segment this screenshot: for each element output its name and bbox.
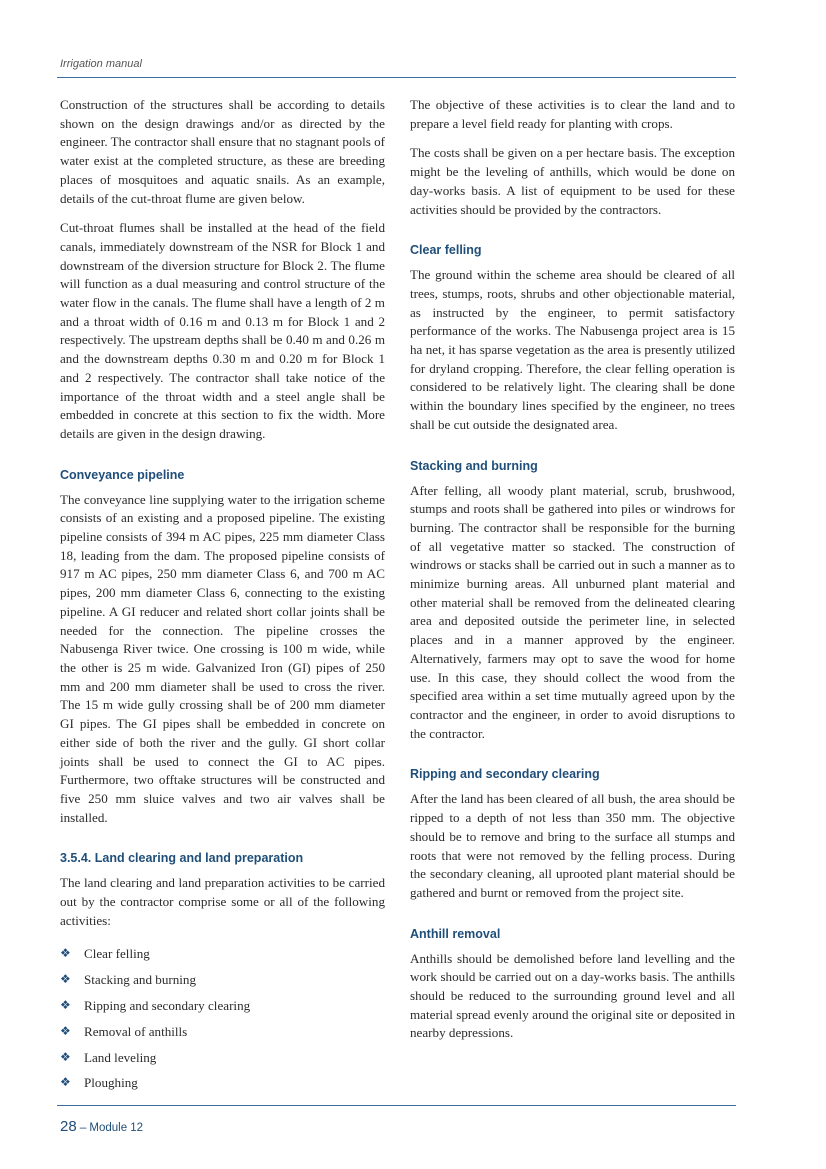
list-item: ❖ Ripping and secondary clearing xyxy=(60,993,385,1019)
running-header: Irrigation manual xyxy=(60,58,142,70)
paragraph: The costs shall be given on a per hectare basis. The exception might be the leveling of anthills, which would be done on day-works basis. A list of equipment to be used for these activities should be provided by the contractors. xyxy=(410,145,735,217)
page-number: 28 xyxy=(60,1118,77,1135)
header-rule xyxy=(57,77,736,78)
right-column xyxy=(410,96,735,1054)
paragraph: Cut-throat flumes shall be installed at the head of the field canals, immediately downstream of the NSR for Block 1 and downstream of the diversion structure for Block 2. The flume will function as a dual measuring and control structure of the water flow in the canals. The flume shall have a length of 2 m and a throat width of 0.16 m and 0.13 m for Block 1 and 2 respectively. The upstream depths shall be 0.40 m and 0.26 m and the downstream depths 0.30 m and 0.20 m for Block 1 and 2 respectively. The contractor shall take notice of the importance of the throat width and a steel angle shall be embedded in concrete at this section to fix the width. More details are given in the design drawing. xyxy=(60,220,385,441)
module-label: Module 12 xyxy=(89,1122,144,1134)
left-column xyxy=(60,96,385,1096)
list-item: ❖ Stacking and burning xyxy=(60,967,385,993)
paragraph: The land clearing and land preparation activities to be carried out by the contractor comprise some or all of the following activities: xyxy=(60,875,385,928)
paragraph: Construction of the structures shall be according to details shown on the design drawings and/or as directed by the engineer. The contractor shall ensure that no stagnant pools of water exist at the completed structure, as these are breeding places of mosquitoes and aquatic snails. As an example, details of the cut-throat flume are given below. xyxy=(60,97,385,206)
list-item: ❖ Clear felling xyxy=(60,941,385,967)
list-item: ❖ Removal of anthills xyxy=(60,1019,385,1045)
footer-rule xyxy=(57,1105,736,1106)
heading-ripping: Ripping and secondary clearing xyxy=(410,767,600,782)
heading-land-clearing: 3.5.4. Land clearing and land preparation xyxy=(60,851,304,866)
paragraph: The objective of these activities is to clear the land and to prepare a level field ready for planting with crops. xyxy=(410,97,735,131)
diamond-bullet-icon: ❖ xyxy=(60,946,71,961)
activity-list xyxy=(60,941,385,1096)
diamond-bullet-icon: ❖ xyxy=(60,998,71,1013)
heading-conveyance-pipeline: Conveyance pipeline xyxy=(60,467,185,482)
footer-separator: – xyxy=(79,1120,87,1134)
diamond-bullet-icon: ❖ xyxy=(60,972,71,987)
paragraph: The ground within the scheme area should be cleared of all trees, stumps, roots, shrubs and other objectionable material, as instructed by the engineer, to permit satisfactory performance of the works. The Nabusenga project area is 15 ha net, it has sparse vegetation as the area is presently utilized for dryland cropping. Therefore, the clear felling operation is considered to be relatively light. The clearing shall be done within the boundary lines specified by the engineer, no trees shall be cut outside the designated area. xyxy=(410,267,735,432)
heading-clear-felling: Clear felling xyxy=(410,243,482,258)
diamond-bullet-icon: ❖ xyxy=(60,1049,71,1064)
heading-anthill-removal: Anthill removal xyxy=(410,926,501,941)
paragraph: Anthills should be demolished before land levelling and the work should be carried out on a day-works basis. The anthills should be reduced to the surrounding ground level and all material spread evenly around the original site or deposited in nearby depressions. xyxy=(410,950,735,1041)
paragraph: After the land has been cleared of all bush, the area should be ripped to a depth of not less than 350 mm. The objective should be to remove and bring to the surface all stumps and roots that were not removed by the felling process. During the secondary cleaning, all uprooted plant material should be gathered and burnt or removed from the project site. xyxy=(410,791,735,900)
heading-stacking-burning: Stacking and burning xyxy=(410,458,538,473)
diamond-bullet-icon: ❖ xyxy=(60,1075,71,1090)
page-footer xyxy=(60,1118,143,1136)
list-item: ❖ Ploughing xyxy=(60,1070,385,1096)
paragraph: After felling, all woody plant material, scrub, brushwood, stumps and roots shall be gathered into piles or windrows for burning. The contractor shall be responsible for the burning of all vegetative matter so stacked. The construction of windrows or stacks shall be carried out in such a manner as to minimize burning areas. All unburned plant material and other material shall be removed from the delineated clearing area and deposited outside the perimeter line, in selected places and in a manner approved by the engineer. Alternatively, farmers may opt to save the wood for home use. In this case, they should collect the wood from the specified area within a set time mutually agreed upon by the contractor and the engineer, in order to avoid disruptions to the contractor. xyxy=(410,482,735,741)
list-item: ❖ Land leveling xyxy=(60,1045,385,1071)
paragraph: The conveyance line supplying water to the irrigation scheme consists of an existing and a proposed pipeline. The existing pipeline consists of 394 m AC pipes, 225 mm diameter Class 18, leading from the dam. The proposed pipeline consists of 917 m AC pipes, 250 mm diameter Class 6, and 700 m AC pipes, 200 mm diameter Class 6, connecting to the existing pipeline. A GI reducer and related short collar joints shall be needed for the connection. The pipeline crosses the Nabusenga River twice. One crossing is 100 m wide, while the other is 25 m wide. Galvanized Iron (GI) pipes of 250 mm and 200 mm diameter shall be used to cross the river. The 15 m wide gully crossing shall be of 200 mm diameter GI pipes. The GI pipes shall be embedded in concrete on either side of both the river and the gully. GI short collar joints shall be used to connect the GI to AC pipes. Furthermore, two offtake structures will be constructed and five 250 mm sluice valves and two air valves shall be installed. xyxy=(60,491,385,825)
diamond-bullet-icon: ❖ xyxy=(60,1023,71,1038)
